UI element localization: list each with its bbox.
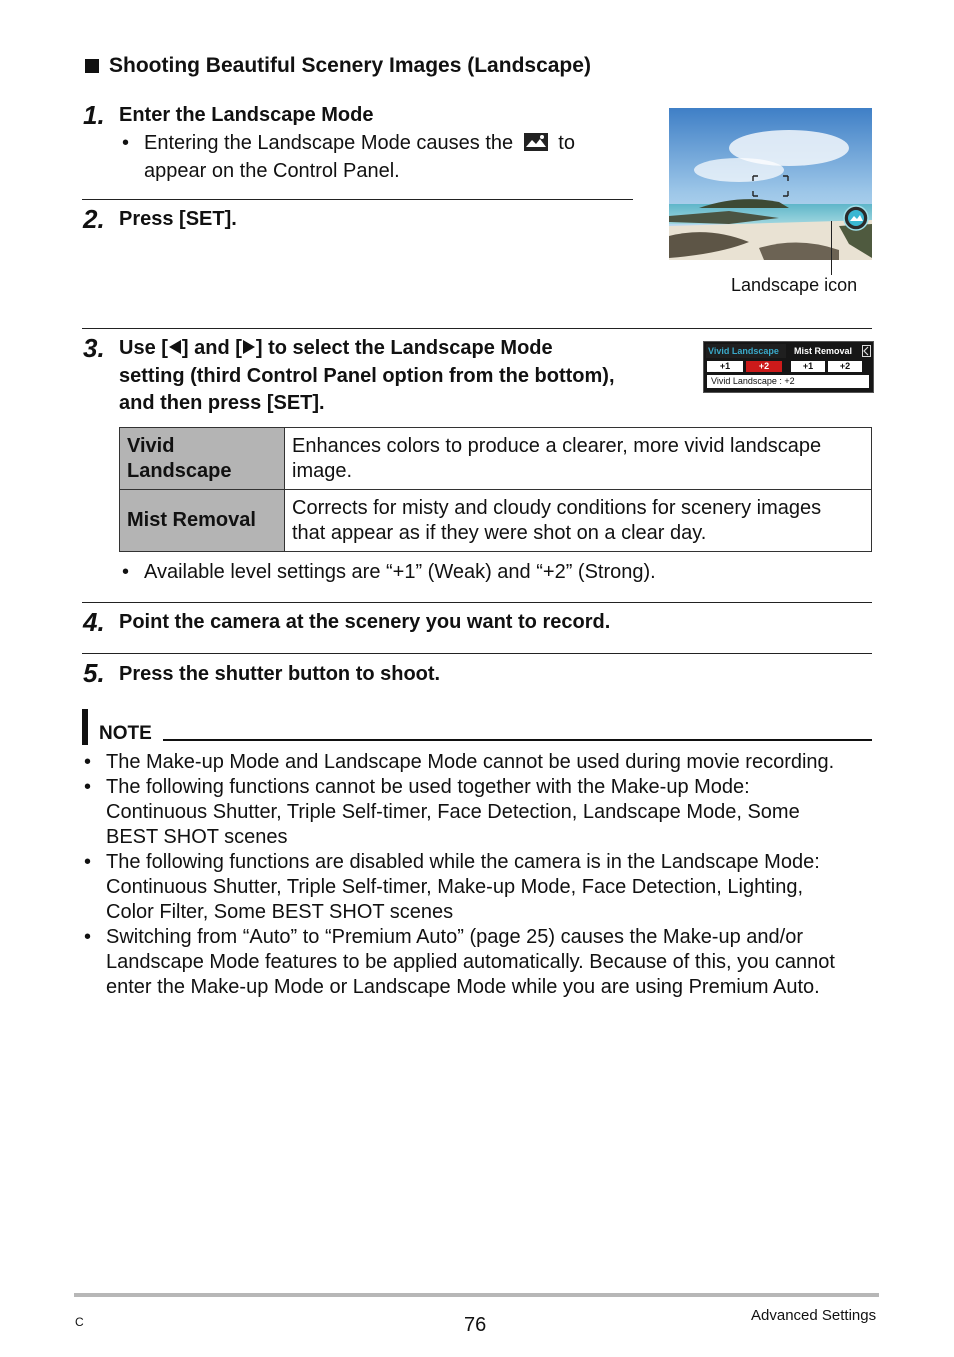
divider <box>82 328 872 329</box>
page-number: 76 <box>464 1314 487 1336</box>
step-number: 2. <box>83 204 105 234</box>
photo-caption: Landscape icon <box>731 275 858 295</box>
footer-bar <box>74 1293 879 1297</box>
divider <box>82 653 872 654</box>
note-list <box>84 750 874 1000</box>
landscape-photo <box>669 108 872 260</box>
note-title: NOTE <box>99 723 152 744</box>
list-item: • The following functions cannot be used together with the Make-up Mode: Continuous Shutter, Triple Self-timer, Face Detection, Landscape Mode, Some BEST SHOT scenes <box>84 776 800 848</box>
panel-tab-mist: Mist Removal <box>794 346 853 356</box>
control-panel-preview <box>703 341 874 393</box>
landscape-mode-icon <box>523 132 549 159</box>
panel-tab-vivid: Vivid Landscape <box>706 344 786 358</box>
panel-status: Vivid Landscape : +2 <box>707 375 869 388</box>
divider <box>82 602 872 603</box>
right-arrow-icon <box>242 336 256 363</box>
list-item: • The following functions are disabled while the camera is in the Landscape Mode: Continuous Shutter, Triple Self-timer, Make-up Mode, Face Detection, Lighting, Color Filter, Some BEST SHOT scenes <box>84 851 820 923</box>
panel-option: +1 <box>791 361 825 372</box>
note-rule <box>163 739 872 741</box>
table-desc: Enhances colors to produce a clearer, more vivid landscape image. <box>285 428 872 490</box>
panel-option: +2 <box>828 361 862 372</box>
section-heading <box>85 54 591 78</box>
step-bullet: • Entering the Landscape Mode causes the to appear on the Control Panel. <box>122 132 575 182</box>
level-note: • Available level settings are “+1” (Weak) and “+2” (Strong). <box>122 561 656 583</box>
step-number: 4. <box>83 607 105 637</box>
left-arrow-icon <box>168 336 182 363</box>
table-key: Mist Removal <box>120 490 285 552</box>
step-number: 1. <box>83 100 105 130</box>
square-bullet-icon <box>85 59 99 73</box>
step-title: Press [SET]. <box>119 208 237 230</box>
list-item: • Switching from “Auto” to “Premium Auto” (page 25) causes the Make-up and/or Landscape Mode features to be applied automatically. Because of this, you cannot enter the Make-up Mode or Landscape Mode while you are using Premium Auto. <box>84 926 835 998</box>
section-title: Shooting Beautiful Scenery Images (Landscape) <box>109 54 591 77</box>
note-marker <box>82 709 88 745</box>
options-table <box>119 427 872 552</box>
list-item: • The Make-up Mode and Landscape Mode cannot be used during movie recording. <box>84 751 835 773</box>
footer-section: Advanced Settings <box>751 1307 877 1324</box>
step-number: 5. <box>83 658 105 688</box>
callout-line <box>831 221 832 275</box>
step-number: 3. <box>83 333 105 363</box>
step-title: Use [ ] and [ ] to select the Landscape Mode setting (third Control Panel option from the bottom), and then press [SET]. <box>119 337 615 414</box>
table-row <box>120 490 872 552</box>
step-title: Enter the Landscape Mode <box>119 104 374 126</box>
panel-option-selected: +2 <box>746 361 782 372</box>
table-desc: Corrects for misty and cloudy conditions for scenery images that appear as if they were shot on a clear day. <box>285 490 872 552</box>
divider <box>82 199 633 200</box>
table-row <box>120 428 872 490</box>
step-title: Point the camera at the scenery you want to record. <box>119 611 611 633</box>
footer-left: C <box>75 1315 84 1329</box>
panel-option: +1 <box>707 361 743 372</box>
panel-scroll-icon <box>862 345 871 357</box>
step-title: Press the shutter button to shoot. <box>119 663 441 685</box>
table-key: Vivid Landscape <box>120 428 285 490</box>
